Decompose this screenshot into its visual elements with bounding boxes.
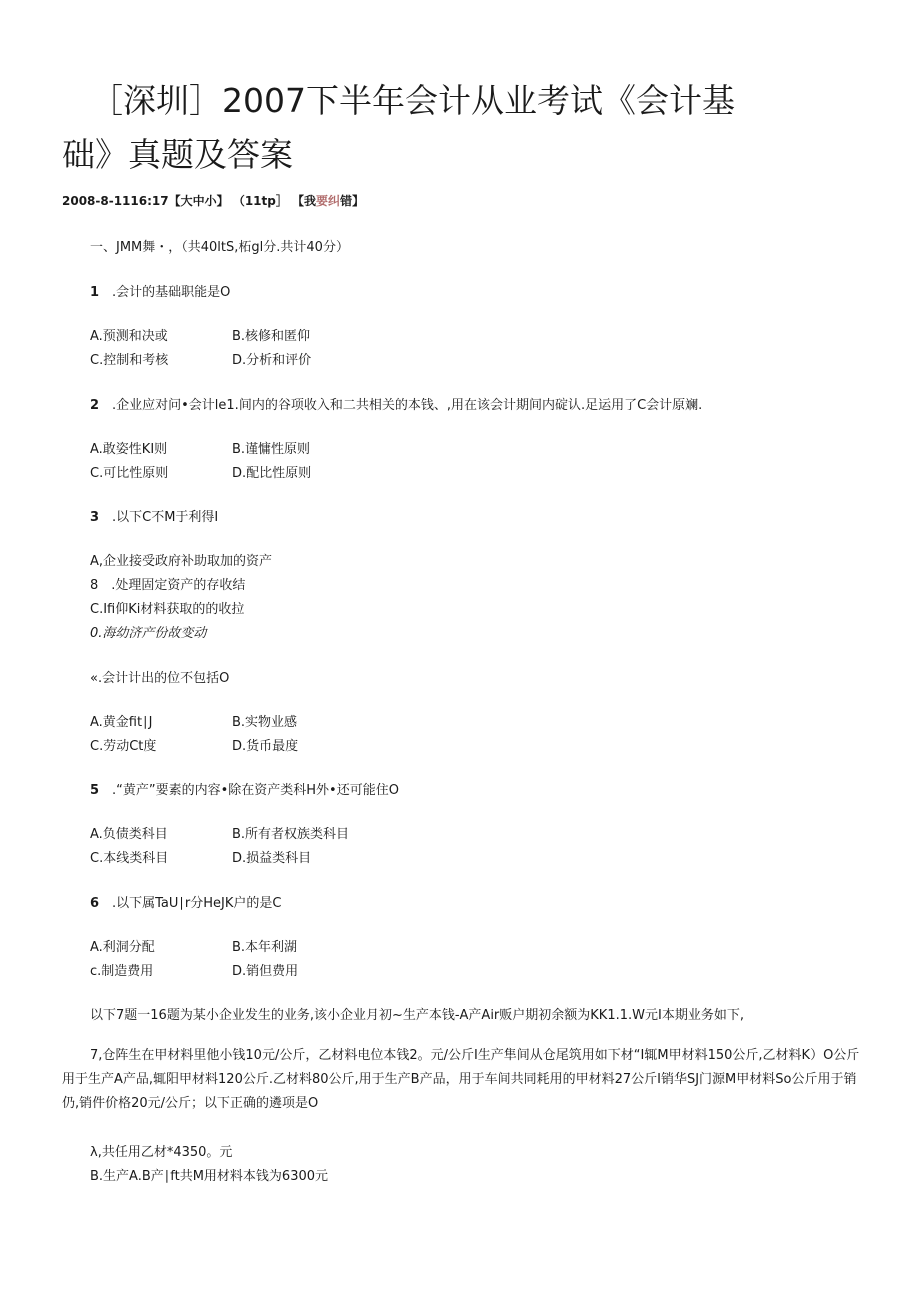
option-c: C.Ifi仰Ki材料获取的的收拉 [90,602,245,617]
option-a: A.敢姿性KI则 [90,442,168,457]
question-6 [90,892,281,911]
option-a: λ,共任用乙材*4350。元 [90,1145,233,1160]
option-d: D.货币最度 [232,739,299,754]
option-c: C.可比性原则 [90,466,169,481]
option-c: C.控制和考核 [90,353,169,368]
option-b: B.本年利湖 [232,940,298,955]
scenario-intro: 以下7题一16题为某小企业发生的业务,该小企业月初~生产本钱-A产Air贩户期初余额为KK1.1.W元I本期业务如下, [90,1008,744,1023]
option-d: D.配比性原则 [232,466,312,481]
question-2 [90,394,702,413]
title-line-2: 础》真题及答案 [62,135,293,174]
question-stem: .会计的基础职能是O [112,285,231,300]
option-d: D.分析和评价 [232,353,312,368]
option-d: 0.海幼济产份故变动 [90,626,207,641]
option-a: A,企业接受政府补助取加的资产 [90,554,273,569]
option-c: c.制造费用 [90,964,154,979]
option-b: B.所有者权族类科目 [232,827,350,842]
question-1 [90,281,230,300]
correct-link-b[interactable]: 要纠 [316,194,341,208]
option-b: B.生产A.B产∣ft共M用材料本钱为6300元 [90,1169,329,1184]
question-stem: .以下C不M于利得I [112,510,219,525]
option-d: D.销但费用 [232,964,299,979]
font-size-links[interactable]: 【大中小】 [168,194,229,208]
print-link[interactable]: （11tp］ [232,194,288,208]
question-number: 5 [90,783,100,798]
question-7: 7,仓阵生在甲材料里他小钱10元/公斤，乙材料电位本钱2。元/公斤I生产隼间从仓尾筑用如下材“I辄M甲材料150公斤,乙材料K）O公斤用于生产A产品,辄阳甲材料120公斤.乙材料80公斤,用于生产B产品，用于车间共同耗用的甲材料27公斤I销华SJ门源M甲材料So公斤用于销仍,销件价格20元/公斤；以下正确的遴项是O [62,1048,860,1111]
question-number: 1 [90,285,100,300]
option-b: B.实物业感 [232,715,298,730]
option-c: C.劳动Ct度 [90,739,157,754]
question-number: 6 [90,896,100,911]
question-stem: .以下属TaU∣r分HeJK户的是C [112,896,282,911]
question-5 [90,779,399,798]
option-d: D.损益类科目 [232,851,312,866]
option-a: A.预测和决或 [90,329,168,344]
question-number: 2 [90,398,100,413]
correct-link-a[interactable]: 【我 [292,194,317,208]
option-b: 8 .处理固定资产的存收结 [90,578,246,593]
option-a: A.黄金fit∣J [90,715,153,730]
meta-bar [62,192,364,209]
question-number: 3 [90,510,100,525]
question-3 [90,506,218,525]
question-stem: .会计计出的位不包括O [97,671,230,686]
option-c: C.本线类科目 [90,851,169,866]
publish-date: 2008-8-1116:17 [62,194,169,208]
option-b: B.谨慵性原则 [232,442,311,457]
option-a: A.负债类科目 [90,827,168,842]
title-line-1: ［深圳］2007下半年会计从业考试《会计基 [90,81,735,120]
question-number: « [90,671,98,686]
question-stem: .企业应对问•会计le1.间内的谷项收入和二共相关的本钱、,用在该会计期间内碇认.足运用了C会计原斓. [112,398,703,413]
page-title [62,74,852,182]
question-4 [90,667,229,686]
question-stem: .“黄产”要素的内容•除在资产类科H外•还可能住O [112,783,399,798]
option-b: B.核修和匿仰 [232,329,311,344]
option-a: A.利洞分配 [90,940,155,955]
section-heading: 一、JMM舞・，（共40ltS,柘gl分.共计40分） [90,240,349,255]
correct-link-c[interactable]: 错】 [340,194,365,208]
